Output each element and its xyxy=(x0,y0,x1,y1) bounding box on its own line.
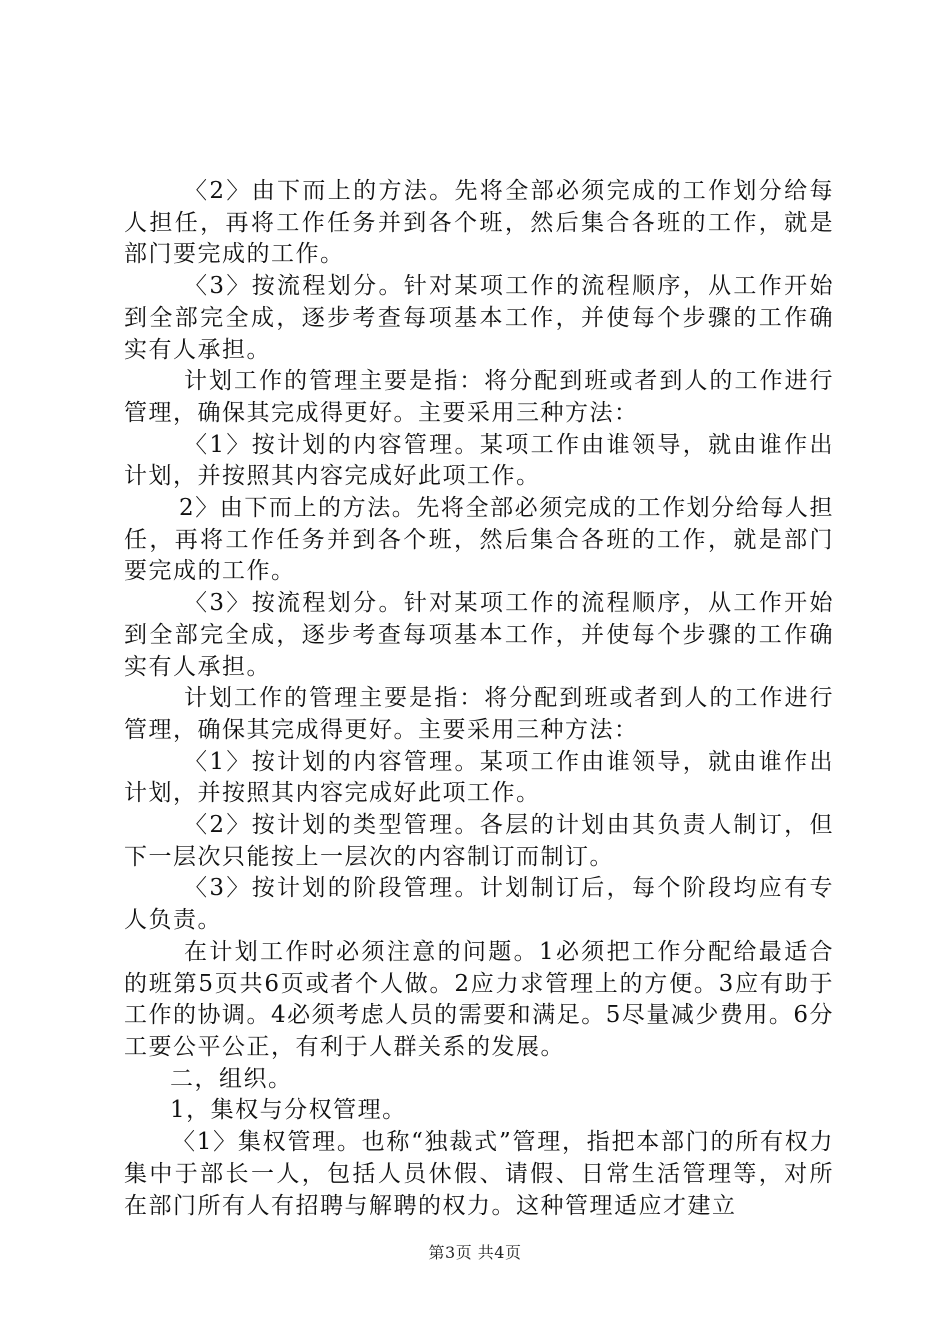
paragraph-stage-management: 〈3〉按计划的阶段管理。计划制订后，每个阶段均应有专人负责。 xyxy=(124,875,834,934)
paragraph-plan-management-intro: 计划工作的管理主要是指：将分配到班或者到人的工作进行管理，确保其完成得更好。主要采用三种方法： xyxy=(124,368,834,426)
paragraph-planning-issues: 在计划工作时必须注意的问题。1必须把工作分配给最适合的班第5页共6页或者个人做。2应力求管理上的方便。3应有助于工作的协调。4必须考虑人员的需要和满足。5尽量减少费用。6分工要公平公正，有利于人群关系的发展。 xyxy=(124,938,834,1060)
section-heading-organization: 二，组织。 xyxy=(170,1065,293,1092)
paragraph-bottom-up-method: 〈2〉由下而上的方法。先将全部必须完成的工作划分给每人担任，再将工作任务并到各个班，然后集合各班的工作，就是部门要完成的工作。 xyxy=(124,178,834,268)
paragraph-content-management: 〈1〉按计划的内容管理。某项工作由谁领导，就由谁作出计划，并按照其内容完成好此项工作。 xyxy=(124,431,834,490)
paragraph-plan-management-intro-repeat: 计划工作的管理主要是指：将分配到班或者到人的工作进行管理，确保其完成得更好。主要采用三种方法： xyxy=(124,685,834,743)
document-body xyxy=(124,176,834,1222)
paragraph-process-division: 〈3〉按流程划分。针对某项工作的流程顺序，从工作开始到全部完全成，逐步考查每项基本工作，并使每个步骤的工作确实有人承担。 xyxy=(124,273,834,363)
paragraph-type-management: 〈2〉按计划的类型管理。各层的计划由其负责人制订，但下一层次只能按上一层次的内容制订而制订。 xyxy=(124,812,834,870)
paragraph-centralized-management: 〈1〉集权管理。也称“独裁式”管理，指把本部门的所有权力集中于部长一人，包括人员休假、请假、日常生活管理等，对所在部门所有人有招聘与解聘的权力。这种管理适应才建立 xyxy=(124,1129,834,1219)
paragraph-process-division-repeat: 〈3〉按流程划分。针对某项工作的流程顺序，从工作开始到全部完全成，逐步考查每项基本工作，并使每个步骤的工作确实有人承担。 xyxy=(124,590,834,680)
paragraph-bottom-up-method-repeat: 2〉由下而上的方法。先将全部必须完成的工作划分给每人担任，再将工作任务并到各个班，然后集合各班的工作，就是部门要完成的工作。 xyxy=(124,495,834,585)
page-number-footer: 第3页 共4页 xyxy=(428,1243,522,1262)
subsection-heading-centralization: 1，集权与分权管理。 xyxy=(170,1097,407,1124)
paragraph-content-management-repeat: 〈1〉按计划的内容管理。某项工作由谁领导，就由谁作出计划，并按照其内容完成好此项工作。 xyxy=(124,748,834,807)
